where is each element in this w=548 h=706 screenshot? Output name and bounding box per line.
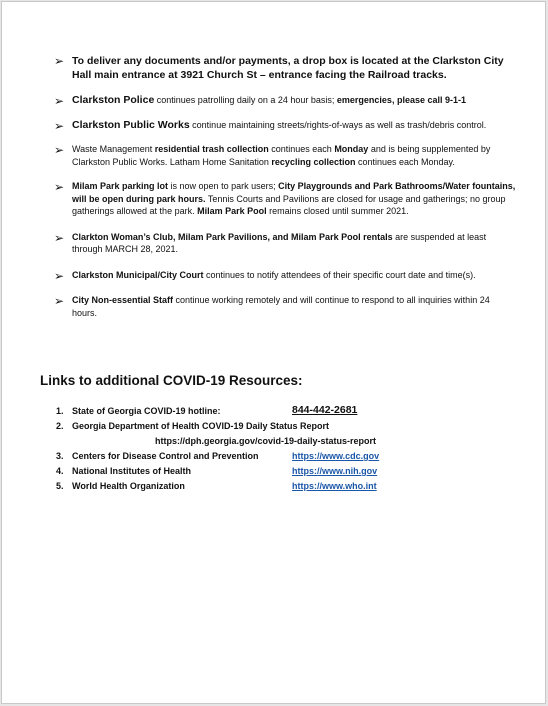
bullet-text <box>72 143 516 168</box>
bullet-text <box>72 231 516 256</box>
dph-status-report-url: https://dph.georgia.gov/covid-19-daily-status-report <box>155 436 377 446</box>
resource-item <box>56 405 221 417</box>
resource-number: 3. <box>56 451 64 461</box>
resource-number: 5. <box>56 481 64 491</box>
bold-text-run: City Playgrounds and Park Bathrooms/Water fountains, will be open during park hours. <box>72 181 516 204</box>
bold-text-run: Clarkston Police <box>72 94 155 106</box>
bullet-list <box>54 54 516 319</box>
bullet-item <box>54 294 516 319</box>
bullet-text <box>72 294 516 319</box>
bullet-item <box>54 54 516 82</box>
cdc-link[interactable]: https://www.cdc.gov <box>292 451 380 461</box>
text-run: continue working remotely and will continue to respond to all inquiries within 24 hours. <box>72 295 490 318</box>
arrow-bullet-icon: ➢ <box>54 143 65 157</box>
bold-text-run: Clarkton Woman’s Club, Milam Park Pavilions, and Milam Park Pool rentals <box>72 231 393 242</box>
bold-text-run: emergencies, please call 9-1-1 <box>336 95 466 105</box>
arrow-bullet-icon: ➢ <box>54 294 65 308</box>
bold-text-run: City Non-essential Staff <box>72 295 174 305</box>
bold-text-run: residential trash collection <box>154 144 269 154</box>
resource-number: 4. <box>56 466 64 476</box>
bold-text-run: Monday <box>334 144 369 154</box>
text-run: are suspended at least through MARCH 28, 2021. <box>72 231 487 254</box>
bullet-item <box>54 94 516 107</box>
arrow-bullet-icon: ➢ <box>54 230 65 245</box>
resource-name: Georgia Department of Health COVID-19 Daily Status Report <box>72 421 330 431</box>
text-run: remains closed until summer 2021. <box>266 206 409 216</box>
links-heading: Links to additional COVID-19 Resources: <box>40 373 303 388</box>
arrow-bullet-icon: ➢ <box>54 180 65 194</box>
arrow-bullet-icon: ➢ <box>54 54 65 68</box>
bullet-item <box>54 231 516 256</box>
arrow-bullet-icon: ➢ <box>54 118 65 133</box>
resource-name: Centers for Disease Control and Prevention <box>72 451 259 461</box>
bold-text-run: Milam Park parking lot <box>72 181 169 191</box>
resource-item <box>56 465 191 477</box>
text-run: continue maintaining streets/rights-of-ways as well as trash/debris control. <box>189 119 487 130</box>
text-run: continues each Monday. <box>355 156 455 167</box>
who-link[interactable]: https://www.who.int <box>292 481 377 491</box>
text-run: and is being supplemented by Clarkston Public Works. Latham Home Sanitation <box>72 144 491 167</box>
resource-item <box>56 480 185 492</box>
resource-item <box>56 420 329 432</box>
text-run: is now open to park users; <box>168 181 279 191</box>
document-page <box>1 1 546 704</box>
resource-number: 1. <box>56 406 64 416</box>
resource-name: World Health Organization <box>72 481 185 491</box>
text-run: Waste Management <box>72 144 155 154</box>
bullet-text <box>72 94 516 107</box>
arrow-bullet-icon: ➢ <box>54 268 65 283</box>
resource-name: State of Georgia COVID-19 hotline: <box>72 406 221 416</box>
resource-number: 2. <box>56 421 64 431</box>
bullet-item <box>54 119 516 132</box>
resource-name: National Institutes of Health <box>72 466 192 476</box>
resource-item <box>56 450 259 462</box>
bullet-item <box>54 180 516 218</box>
hotline-phone-link[interactable]: 844-442-2681 <box>292 404 358 416</box>
text-run: continues patrolling daily on a 24 hour basis; <box>154 95 337 105</box>
bullet-text <box>72 180 516 218</box>
bullet-text <box>72 269 516 282</box>
bullet-item <box>54 143 516 168</box>
bold-text-run: Milam Park Pool <box>197 206 267 216</box>
nih-link[interactable]: https://www.nih.gov <box>292 466 378 476</box>
bold-text-run: recycling collection <box>271 156 356 167</box>
bold-text-run: Clarkston Municipal/City Court <box>72 269 204 280</box>
text-run: Tennis Courts and Pavilions are closed for usage and gatherings; no group gatherings allowed at the park. <box>72 193 506 216</box>
text-run: continues each <box>268 144 335 154</box>
bullet-text <box>72 119 516 132</box>
bold-text-run: Clarkston Public Works <box>72 118 190 131</box>
bullet-text <box>72 54 516 82</box>
bullet-item <box>54 269 516 282</box>
text-run: continues to notify attendees of their specific court date and time(s). <box>203 269 476 280</box>
bold-text-run: To deliver any documents and/or payments, a drop box is located at the Clarkston City Hall main entrance at 3921 Church St – entrance facing the Railroad tracks. <box>72 55 504 81</box>
arrow-bullet-icon: ➢ <box>54 94 65 108</box>
